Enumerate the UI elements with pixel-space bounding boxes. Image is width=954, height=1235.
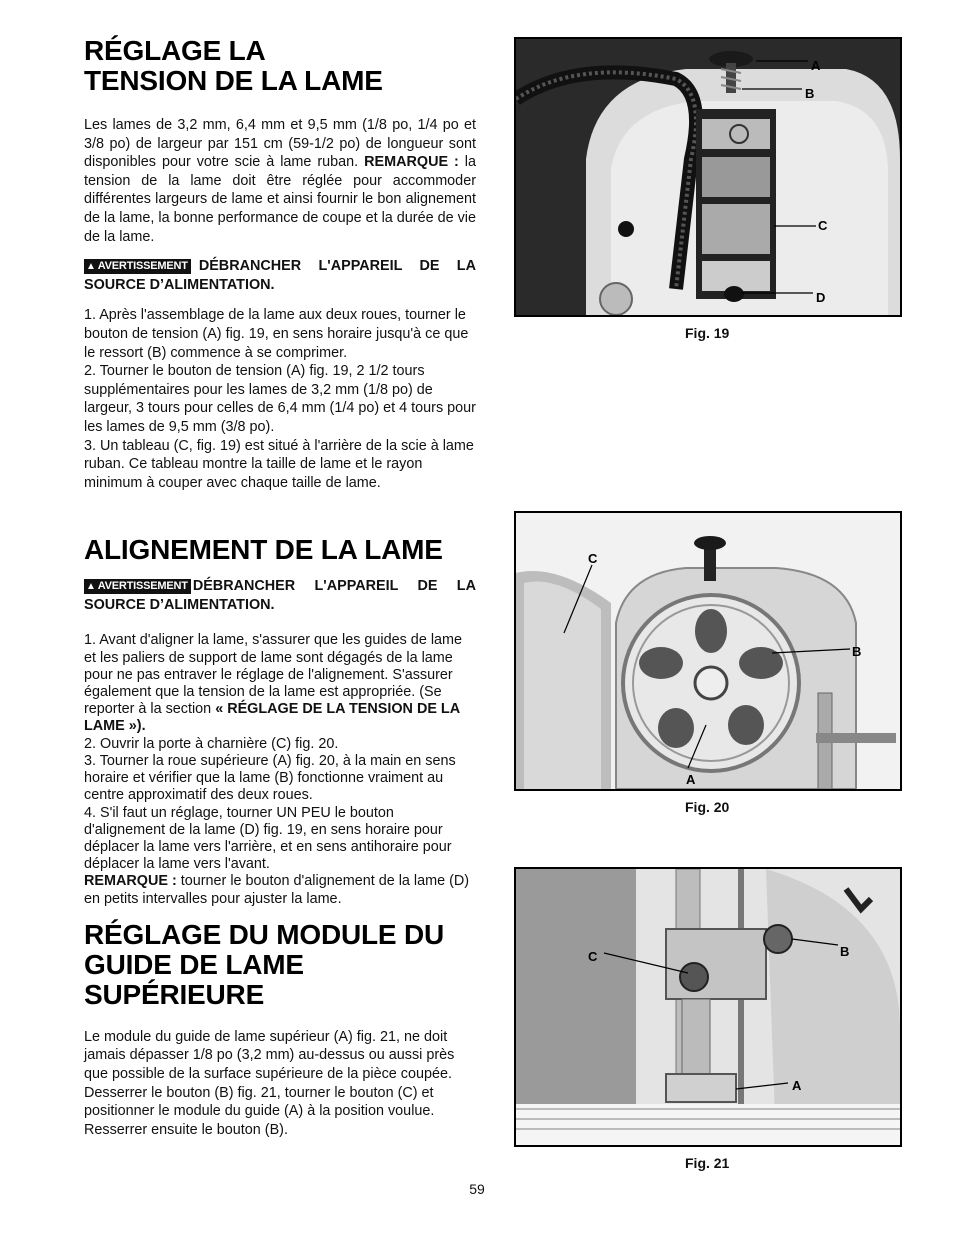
- bandsaw-wheel-photo: [516, 513, 900, 789]
- tension-step-3: 3. Un tableau (C, fig. 19) est situé à l'arrière de la scie à lame ruban. Ce tableau montre la taille de lame et le rayon minimum à couper avec chaque taille de lame.: [84, 437, 474, 491]
- fig21-label-c: C: [588, 949, 598, 964]
- warning-triangle-icon: ▲: [86, 581, 96, 593]
- section-title-blade-alignment: ALIGNEMENT DE LA LAME: [84, 534, 443, 566]
- alignment-step-3: 3. Tourner la roue supérieure (A) fig. 20, à la main en sens horaire et vérifier que la lame (B) fonctionne vraiment au centre approximatif des deux roues.: [84, 752, 456, 804]
- warning-unplug-2: ▲ AVERTISSEMENT DÉBRANCHER L'APPAREIL DE LA SOURCE D’ALIMENTATION.: [84, 578, 476, 613]
- upper-guide-photo: [516, 869, 900, 1145]
- section-title-upper-guide: RÉGLAGE DU MODULE DU GUIDE DE LAME SUPÉRIEURE: [84, 918, 445, 1010]
- fig20-label-c: C: [588, 551, 598, 566]
- fig21-caption: Fig. 21: [685, 1155, 730, 1171]
- figure-19: [514, 37, 902, 317]
- warning-triangle-icon: ▲: [86, 261, 96, 273]
- fig20-label-a: A: [686, 772, 696, 787]
- figure-20: [514, 511, 902, 791]
- fig21-label-a: A: [792, 1078, 802, 1093]
- fig19-label-c: C: [818, 218, 828, 233]
- fig19-caption: Fig. 19: [685, 325, 730, 341]
- alignment-step-4: 4. S'il faut un réglage, tourner UN PEU le bouton d'alignement de la lame (D) fig. 19, en sens horaire pour déplacer la lame vers l'arrière, et en sens antihoraire pour déplacer la lame vers l'avant.: [84, 804, 452, 873]
- figure-21: [514, 867, 902, 1147]
- fig21-label-b: B: [840, 944, 850, 959]
- fig19-label-a: A: [811, 58, 821, 73]
- alignment-step-2: 2. Ouvrir la porte à charnière (C) fig. 20.: [84, 735, 339, 752]
- bandsaw-tension-photo: [516, 39, 900, 315]
- section-title-blade-tension: RÉGLAGE LA TENSION DE LA LAME: [84, 35, 383, 96]
- fig20-caption: Fig. 20: [685, 799, 730, 815]
- alignment-step-1: 1. Avant d'aligner la lame, s'assurer que les guides de lame et les paliers de support de lame sont dégagés de la lame pour ne pas entraver le réglage de l'alignement. S'assurer également que la tension de la lame est appropriée. (Se reporter à la section « RÉGLAGE DE LA TENSION DE LA LAME »).: [84, 632, 463, 735]
- page-number: 59: [469, 1181, 485, 1197]
- fig20-label-b: B: [852, 644, 862, 659]
- blade-tension-steps: [84, 306, 476, 492]
- tension-step-2: 2. Tourner le bouton de tension (A) fig. 19, 2 1/2 tours supplémentaires pour les lames de 3,2 mm (1/8 po) de largeur, 3 tours pour celles de 6,4 mm (1/4 po) et 4 tours pour les lames de 9,5 mm (3/8 po).: [84, 363, 476, 435]
- warning-unplug-1: ▲ AVERTISSEMENT DÉBRANCHER L'APPAREIL DE LA SOURCE D’ALIMENTATION.: [84, 258, 476, 293]
- blade-alignment-steps: 1. Avant d'aligner la lame, s'assurer que les guides de lame et les paliers de support de lame sont dégagés de la lame pour ne pas entraver le réglage de l'alignement. S'assurer également que la tension de la lame est appropriée. (Se reporter à la section « RÉGLAGE DE LA TENSION DE LA LAME »). 2. Ouvrir la porte à charnière (C) fig. 20. 3. Tourner la roue supérieure (A) fig. 20, à la main en sens horaire et vérifier que la lame (B) fonctionne vraiment au centre approximatif des deux roues. 4. S'il faut un réglage, tourner UN PEU le bouton d'alignement de la lame (D) fig. 19, en sens horaire pour déplacer la lame vers l'arrière, et en sens antihoraire pour déplacer la lame vers l'avant. REMARQUE : tourner le bouton d'alignement de la lame (D) en petits intervalles pour ajuster la lame.: [84, 632, 470, 907]
- warning-badge: ▲ AVERTISSEMENT: [84, 579, 191, 594]
- warning-badge: ▲ AVERTISSEMENT: [84, 259, 191, 274]
- tension-step-1: 1. Après l'assemblage de la lame aux deux roues, tourner le bouton de tension (A) fig. 19, en sens horaire jusqu'à ce que le ressort (B) commence à se comprimer.: [84, 307, 469, 361]
- left-column: [84, 36, 476, 1139]
- fig19-label-b: B: [805, 86, 815, 101]
- fig19-label-d: D: [816, 290, 826, 305]
- upper-guide-text: Le module du guide de lame supérieur (A) fig. 21, ne doit jamais dépasser 1/8 po (3,2 mm) au-dessus ou aussi près que possible de la surface supérieure de la pièce coupée. Desserrer le bouton (B) fig. 21, tourner le bouton (C) et positionner le module du guide (A) à la position voulue. Resserrer ensuite le bouton (B).: [84, 1028, 455, 1138]
- blade-tension-intro: Les lames de 3,2 mm, 6,4 mm et 9,5 mm (1/8 po, 1/4 po et 3/8 po) de largeur par 151 cm (59-1/2 po) de longueur sont disponibles pour votre scie à lame ruban. REMARQUE : la tension de la lame doit être réglée pour accommoder différentes largeurs de lame et ainsi fournir le bon alignement de la lame, la bonne performance de coupe et la durée de vie de la lame.: [84, 117, 477, 245]
